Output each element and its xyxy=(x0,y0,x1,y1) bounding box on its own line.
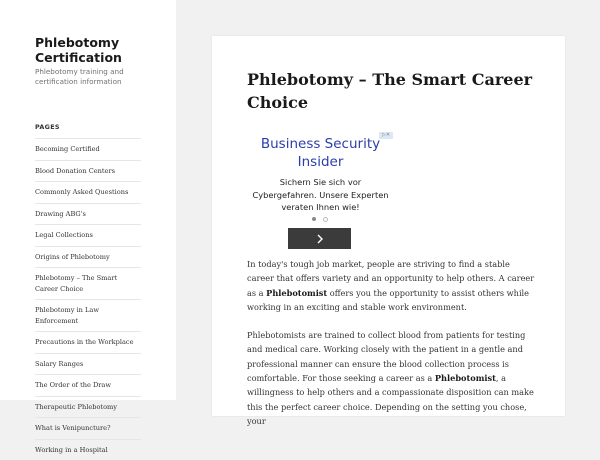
sidebar-item-becoming-certified[interactable]: Becoming Certified xyxy=(35,138,141,160)
ad-body[interactable]: Sichern Sie sich vor Cybergefahren. Unsere Experten veraten Ihnen wie! xyxy=(248,176,393,214)
sidebar-item-commonly-asked-questions[interactable]: Commonly Asked Questions xyxy=(35,181,141,203)
sidebar-item-precautions[interactable]: Precautions in the Workplace xyxy=(35,331,141,353)
article-card xyxy=(212,36,565,416)
paragraph-1: In today's tough job market, people are striving to find a stable career that offers variety and an opportunity to help others. A career as a Phlebotomist offers you the opportunity to assist others while working in an exciting and stable work environment. xyxy=(247,257,539,314)
bold-term: Phlebotomist xyxy=(266,288,327,298)
ad-next-button[interactable] xyxy=(288,228,351,249)
ad-carousel-dots xyxy=(312,217,332,223)
sidebar-item-venipuncture[interactable]: What is Venipuncture? xyxy=(35,417,141,439)
paragraph-2: Phlebotomists are trained to collect blood from patients for testing and medical care. Working closely with the patient in a gentle and professional manner can ensure the blood collection process is comfortable. For those seeking a career as a Phlebotomist, a willingness to help others and a compassionate disposition can make this the perfect career choice. Depending on the setting you chose, your xyxy=(247,328,539,428)
sidebar-item-therapeutic-phlebotomy[interactable]: Therapeutic Phlebotomy xyxy=(35,396,141,418)
post-title: Phlebotomy – The Smart Career Choice xyxy=(247,68,547,114)
advertisement[interactable] xyxy=(248,132,393,250)
sidebar-item-origins-of-phlebotomy[interactable]: Origins of Phlebotomy xyxy=(35,246,141,268)
pages-list xyxy=(35,138,141,460)
sidebar-item-smart-career-choice[interactable]: Phlebotomy – The Smart Career Choice xyxy=(35,267,141,299)
carousel-dot-active[interactable] xyxy=(312,217,316,221)
sidebar-item-salary-ranges[interactable]: Salary Ranges xyxy=(35,353,141,375)
bold-term: Phlebotomist xyxy=(435,373,496,383)
adchoices-icon[interactable]: ▷✕ xyxy=(379,132,393,139)
sidebar-item-law-enforcement[interactable]: Phlebotomy in Law Enforcement xyxy=(35,299,141,331)
sidebar-item-order-of-draw[interactable]: The Order of the Draw xyxy=(35,374,141,396)
site-description: Phlebotomy training and certification information xyxy=(35,67,160,87)
sidebar xyxy=(0,0,176,400)
sidebar-item-legal-collections[interactable]: Legal Collections xyxy=(35,224,141,246)
ad-headline[interactable]: Business Security Insider xyxy=(248,135,393,171)
sidebar-item-blood-donation-centers[interactable]: Blood Donation Centers xyxy=(35,160,141,182)
carousel-dot[interactable] xyxy=(323,217,328,222)
chevron-right-icon xyxy=(316,234,324,244)
pages-heading: PAGES xyxy=(35,123,60,131)
post-body xyxy=(247,257,539,442)
site-title[interactable]: Phlebotomy Certification xyxy=(35,35,165,65)
sidebar-item-working-in-hospital[interactable]: Working in a Hospital xyxy=(35,439,141,460)
sidebar-item-drawing-abgs[interactable]: Drawing ABG's xyxy=(35,203,141,225)
